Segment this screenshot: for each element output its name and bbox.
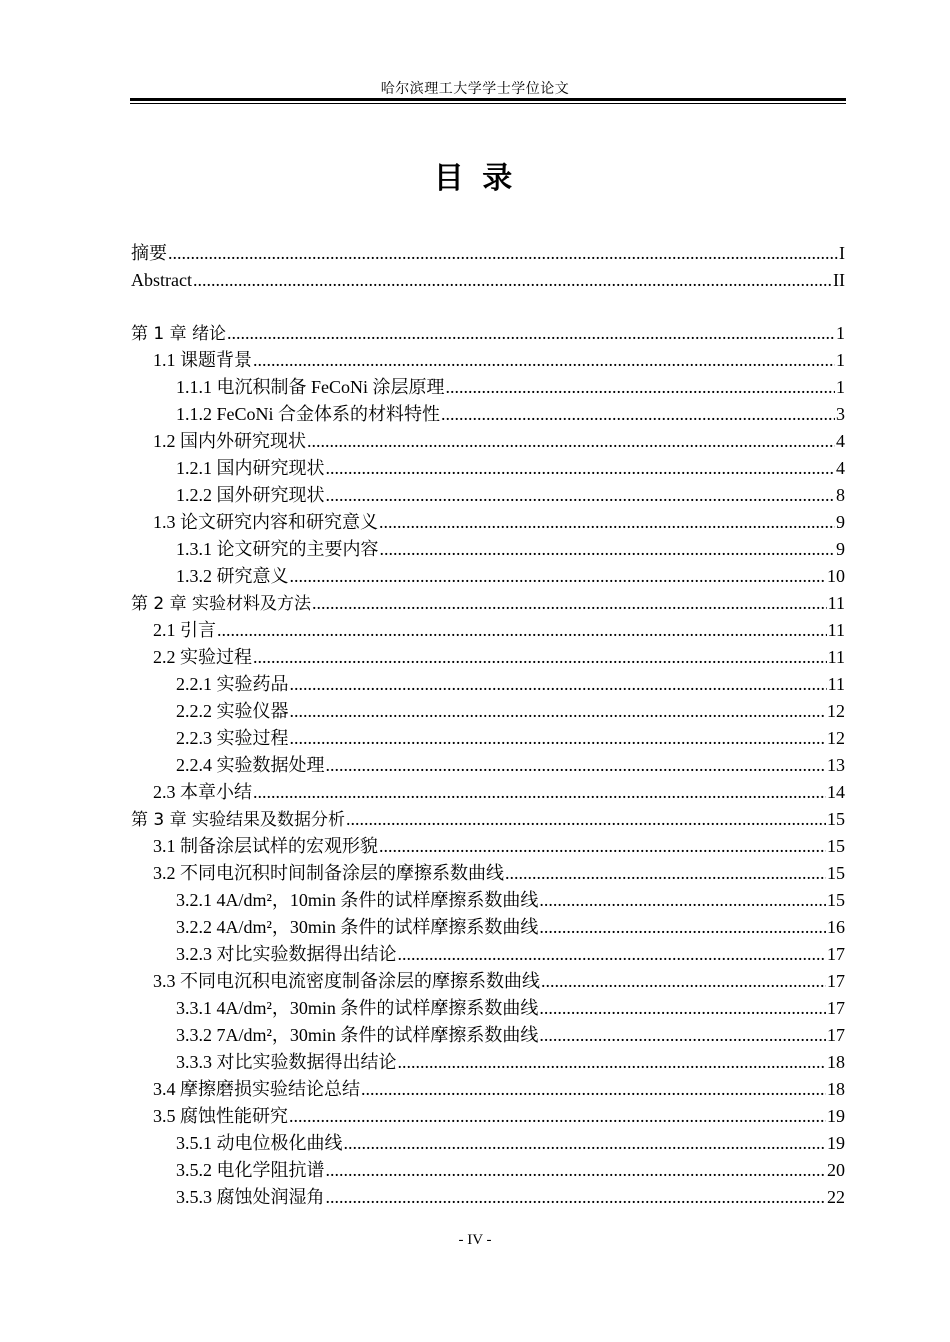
toc-entry[interactable]: [131, 347, 845, 374]
toc-entry[interactable]: [131, 267, 845, 294]
toc-entry-page: 15: [827, 863, 845, 883]
toc-entry-title: 3.5 腐蚀性能研究: [153, 1106, 288, 1126]
dot-leader: [446, 374, 835, 401]
toc-entry-page: 1: [836, 377, 845, 397]
toc-entry-title: 1.1 课题背景: [153, 350, 252, 370]
toc-entry-title: 3.4 摩擦磨损实验结论总结: [153, 1079, 360, 1099]
toc-entry[interactable]: [131, 482, 845, 509]
dot-leader: [290, 563, 827, 590]
toc-entry-page: 17: [827, 998, 845, 1018]
dot-leader: [346, 806, 826, 833]
toc-main-entries: [131, 320, 845, 1211]
toc-entry-page: 19: [827, 1106, 845, 1126]
toc-entry[interactable]: [131, 1076, 845, 1103]
toc-entry-page: 10: [827, 566, 845, 586]
toc-entry[interactable]: [131, 941, 845, 968]
toc-entry-page: 18: [827, 1052, 845, 1072]
dot-leader: [539, 914, 826, 941]
dot-leader: [290, 698, 827, 725]
dot-leader: [312, 590, 827, 617]
toc-entry-title: 3.5.1 动电位极化曲线: [176, 1133, 343, 1153]
toc-entry-title: 1.2 国内外研究现状: [153, 431, 306, 451]
dot-leader: [379, 833, 826, 860]
toc-entry[interactable]: [131, 401, 845, 428]
toc-entry-title: 第 2 章 实验材料及方法: [131, 594, 312, 614]
toc-entry-page: 12: [827, 728, 845, 748]
toc-entry[interactable]: [131, 240, 845, 267]
toc-entry-page: 11: [827, 647, 845, 667]
dot-leader: [307, 428, 835, 455]
toc-entry-page: 4: [836, 431, 845, 451]
toc-entry-page: 14: [827, 782, 845, 802]
dot-leader: [539, 1022, 826, 1049]
toc-entry-page: 11: [827, 620, 845, 640]
toc-entry-title: 第 1 章 绪论: [131, 324, 227, 344]
toc-entry-title: 3.1 制备涂层试样的宏观形貌: [153, 836, 378, 856]
toc-entry-page: 12: [827, 701, 845, 721]
toc-entry-title: 1.1.1 电沉积制备 FeCoNi 涂层原理: [176, 377, 445, 397]
toc-entry-title: 3.3 不同电沉积电流密度制备涂层的摩擦系数曲线: [153, 971, 540, 991]
toc-entry-page: 13: [827, 755, 845, 775]
dot-leader: [253, 644, 827, 671]
toc-entry[interactable]: [131, 455, 845, 482]
toc-entry[interactable]: [131, 887, 845, 914]
dot-leader: [344, 1130, 827, 1157]
toc-entry[interactable]: [131, 644, 845, 671]
toc-entry-page: 4: [836, 458, 845, 478]
toc-entry[interactable]: [131, 320, 845, 347]
toc-entry[interactable]: [131, 1157, 845, 1184]
dot-leader: [326, 752, 827, 779]
dot-leader: [290, 725, 827, 752]
toc-entry-title: 3.3.2 7A/dm²，30min 条件的试样摩擦系数曲线: [176, 1025, 539, 1045]
toc-entry-page: 9: [836, 512, 845, 532]
toc-entry-page: 1: [836, 323, 845, 343]
dot-leader: [326, 482, 836, 509]
toc-entry-title: 3.2 不同电沉积时间制备涂层的摩擦系数曲线: [153, 863, 504, 883]
toc-entry-page: 16: [827, 917, 845, 937]
toc-entry-title: 3.2.2 4A/dm²，30min 条件的试样摩擦系数曲线: [176, 917, 539, 937]
toc-entry-title: 1.3 论文研究内容和研究意义: [153, 512, 378, 532]
toc-entry-title: 3.2.1 4A/dm²，10min 条件的试样摩擦系数曲线: [176, 890, 539, 910]
toc-entry-page: 17: [827, 1025, 845, 1045]
dot-leader: [539, 995, 826, 1022]
toc-entry-page: 22: [827, 1187, 845, 1207]
dot-leader: [441, 401, 835, 428]
toc-entry[interactable]: [131, 914, 845, 941]
dot-leader: [326, 455, 836, 482]
toc-entry-page: 17: [827, 971, 845, 991]
toc-entry-page: 11: [827, 674, 845, 694]
dot-leader: [193, 267, 832, 294]
toc-entry[interactable]: [131, 752, 845, 779]
toc-entry[interactable]: [131, 860, 845, 887]
toc-entry[interactable]: [131, 563, 845, 590]
toc-entry-page: 1: [836, 350, 845, 370]
toc-entry-title: 2.3 本章小结: [153, 782, 252, 802]
toc-entry-title: Abstract: [131, 270, 192, 290]
toc-entry[interactable]: [131, 428, 845, 455]
toc-entry-page: 15: [827, 809, 845, 829]
toc-entry[interactable]: [131, 536, 845, 563]
toc-entry-page: 18: [827, 1079, 845, 1099]
toc-entry[interactable]: [131, 374, 845, 401]
toc-entry-page: 3: [836, 404, 845, 424]
toc-entry[interactable]: [131, 1184, 845, 1211]
page-number: - IV -: [458, 1232, 492, 1248]
toc-entry[interactable]: [131, 833, 845, 860]
toc-entry-page: 20: [827, 1160, 845, 1180]
toc-entry[interactable]: [131, 1049, 845, 1076]
toc-entry-title: 摘要: [131, 243, 167, 263]
toc-entry[interactable]: [131, 725, 845, 752]
toc-entry-title: 1.3.1 论文研究的主要内容: [176, 539, 379, 559]
dot-leader: [361, 1076, 826, 1103]
toc-entry-page: 15: [827, 890, 845, 910]
toc-entry-title: 2.2.3 实验过程: [176, 728, 289, 748]
dot-leader: [253, 347, 835, 374]
toc-entry[interactable]: [131, 1103, 845, 1130]
table-of-contents: [131, 240, 845, 1211]
header-rule-thin: [130, 103, 846, 104]
running-header: 哈尔滨理工大学学士学位论文: [380, 82, 570, 97]
dot-leader: [290, 671, 827, 698]
toc-entry-page: 15: [827, 836, 845, 856]
dot-leader: [539, 887, 826, 914]
dot-leader: [380, 536, 836, 563]
dot-leader: [168, 240, 838, 267]
toc-entry[interactable]: [131, 590, 845, 617]
toc-entry-title: 3.3.3 对比实验数据得出结论: [176, 1052, 397, 1072]
toc-spacer: [131, 294, 845, 320]
dot-leader: [505, 860, 826, 887]
dot-leader: [227, 320, 835, 347]
header-rule-thick: [130, 98, 846, 101]
toc-entry[interactable]: [131, 671, 845, 698]
toc-entry-page: 9: [836, 539, 845, 559]
dot-leader: [326, 1157, 827, 1184]
toc-entry-page: 17: [827, 944, 845, 964]
toc-entry[interactable]: [131, 509, 845, 536]
toc-entry-title: 2.2 实验过程: [153, 647, 252, 667]
toc-entry-title: 3.3.1 4A/dm²，30min 条件的试样摩擦系数曲线: [176, 998, 539, 1018]
toc-entry-page: 8: [836, 485, 845, 505]
dot-leader: [398, 1049, 827, 1076]
toc-entry-page: II: [833, 270, 845, 290]
toc-title: 目 录: [433, 161, 517, 196]
toc-front-matter: [131, 240, 845, 294]
dot-leader: [541, 968, 826, 995]
toc-entry[interactable]: [131, 968, 845, 995]
toc-entry[interactable]: [131, 1022, 845, 1049]
toc-entry-title: 3.5.3 腐蚀处润湿角: [176, 1187, 325, 1207]
toc-entry[interactable]: [131, 1130, 845, 1157]
toc-entry-title: 1.2.2 国外研究现状: [176, 485, 325, 505]
toc-entry-page: 19: [827, 1133, 845, 1153]
toc-entry-title: 3.5.2 电化学阻抗谱: [176, 1160, 325, 1180]
toc-entry-title: 1.1.2 FeCoNi 合金体系的材料特性: [176, 404, 441, 424]
dot-leader: [326, 1184, 827, 1211]
toc-entry-title: 2.2.1 实验药品: [176, 674, 289, 694]
toc-entry[interactable]: [131, 806, 845, 833]
toc-entry-title: 2.1 引言: [153, 620, 216, 640]
toc-entry-title: 3.2.3 对比实验数据得出结论: [176, 944, 397, 964]
toc-entry[interactable]: [131, 698, 845, 725]
toc-entry-page: I: [839, 243, 845, 263]
toc-entry-title: 第 3 章 实验结果及数据分析: [131, 810, 346, 830]
dot-leader: [253, 779, 826, 806]
dot-leader: [379, 509, 835, 536]
toc-entry-title: 1.2.1 国内研究现状: [176, 458, 325, 478]
dot-leader: [217, 617, 827, 644]
toc-entry[interactable]: [131, 617, 845, 644]
toc-entry-title: 2.2.4 实验数据处理: [176, 755, 325, 775]
toc-entry[interactable]: [131, 995, 845, 1022]
toc-entry-title: 2.2.2 实验仪器: [176, 701, 289, 721]
toc-entry-page: 11: [827, 593, 845, 613]
toc-entry[interactable]: [131, 779, 845, 806]
dot-leader: [398, 941, 827, 968]
dot-leader: [289, 1103, 826, 1130]
toc-entry-title: 1.3.2 研究意义: [176, 566, 289, 586]
